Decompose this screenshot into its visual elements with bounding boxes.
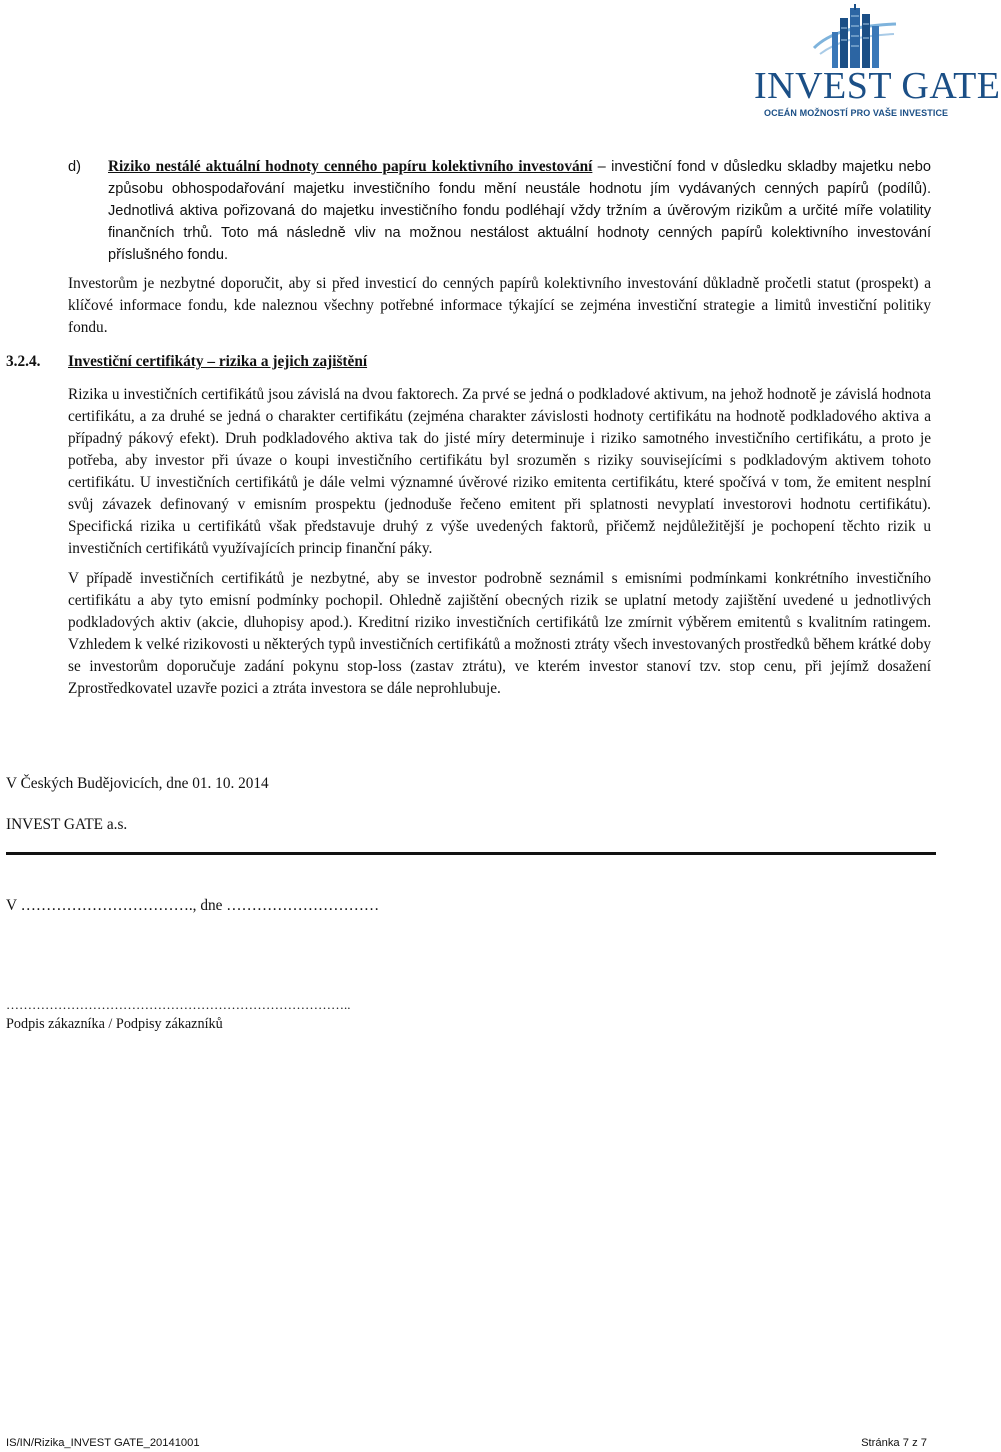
signature-label: Podpis zákazníka / Podpisy zákazníků — [6, 1016, 223, 1032]
item-d-title: Riziko nestálé aktuální hodnoty cenného papíru kolektivního investování — [108, 158, 593, 175]
logo-wordmark: INVEST GATE — [754, 65, 1001, 107]
footer-document-id: IS/IN/Rizika_INVEST GATE_20141001 — [6, 1437, 200, 1449]
company-name: INVEST GATE a.s. — [6, 816, 128, 833]
section-number: 3.2.4. — [6, 353, 41, 370]
client-place-date: V ……………………………., dne ………………………… — [6, 897, 380, 914]
place-date: V Českých Budějovicích, dne 01. 10. 2014 — [6, 775, 269, 792]
divider — [6, 852, 936, 855]
tower-logo-icon — [810, 4, 900, 70]
signature-line: …………………………………………………………………….. — [6, 997, 351, 1012]
section-title: Investiční certifikáty – rizika a jejich zajištění — [68, 353, 368, 370]
logo-tagline: OCEÁN MOŽNOSTÍ PRO VAŠE INVESTICE — [764, 108, 949, 118]
item-d-paragraph — [108, 156, 931, 266]
investors-paragraph: Investorům je nezbytné doporučit, aby si před investicí do cenných papírů kolektivního investování důkladně pročetli statut (prospekt) a klíčové informace fondu, kde naleznou všechny potřebné informace týkající se zejména investiční strategie a limitů investiční politiky fondu. — [68, 275, 931, 336]
certificates-paragraph-1: Rizika u investičních certifikátů jsou závislá na dvou faktorech. Za prvé se jedná o podkladové aktivum, na jehož hodnotě je závislá hodnota certifikátu, a za druhé se jedná o charakter certifikátu (zejména charakter závislosti hodnoty certifikátu na hodnotě podkladového aktiva a případný pákový efekt). Druh podkladového aktiva tak do jisté míry determinuje i riziko samotného investičního certifikátu, a proto je potřeba, aby investor při úvaze o koupi investičního certifikátu byl srozuměn s riziky souvisejícími s podkladovým aktivem tohoto certifikátu. U investičních certifikátů je dále velmi významné úvěrové riziko emitenta certifikátu, které spočívá v tom, že emitent nesplní svůj závazek definovaný v emisním prospektu (jednoduše řečeno emitent při splatnosti nevyplatí investorovi hodnotu certifikátu). Specifická rizika u certifikátů však představuje druhý z výše uvedených faktorů, přičemž nejdůležitější je pochopení těchto rizik u investičních certifikátů využívajících princip finanční páky. — [68, 386, 931, 557]
footer-page-number: Stránka 7 z 7 — [861, 1437, 927, 1449]
list-marker-d: d) — [68, 159, 81, 175]
certificates-paragraph-2: V případě investičních certifikátů je nezbytné, aby se investor podrobně seznámil s emisními podmínkami konkrétního investičního certifikátu a aby tyto emisní podmínky pochopil. Ohledně zajištění obecných rizik se uplatní metody zajištění uvedené u jednotlivých podkladových aktiv (akcie, dluhopisy apod.). Kreditní riziko investičních certifikátů lze zmírnit výběrem emitentů s kvalitním ratingem. Vzhledem k velké rizikovosti u některých typů investičních certifikátů a možnosti ztráty všech investovaných prostředků během krátké doby se investorům doporučuje zadání pokynu stop-loss (zastav ztrátu), ve kterém investor stanoví tzv. stop cenu, při jejímž dosažení Zprostředkovatel uzavře pozici a ztráta investora se dále neprohlubuje. — [68, 570, 931, 697]
company-logo — [752, 4, 1001, 120]
item-d-body: – investiční fond v důsledku skladby majetku nebo způsobu obhospodařování majetku investičního fondu mění neustále hodnotu jím vydávaných cenných papírů (podílů). Jednotlivá aktiva pořizovaná do majetku investičního fondu podléhají vždy tržním a úvěrovým rizikům a určité míře volatility finančních trhů. Toto má následně vliv na možnou nestálost aktuální hodnoty cenných papírů kolektivního investování příslušného fondu. — [108, 159, 931, 263]
